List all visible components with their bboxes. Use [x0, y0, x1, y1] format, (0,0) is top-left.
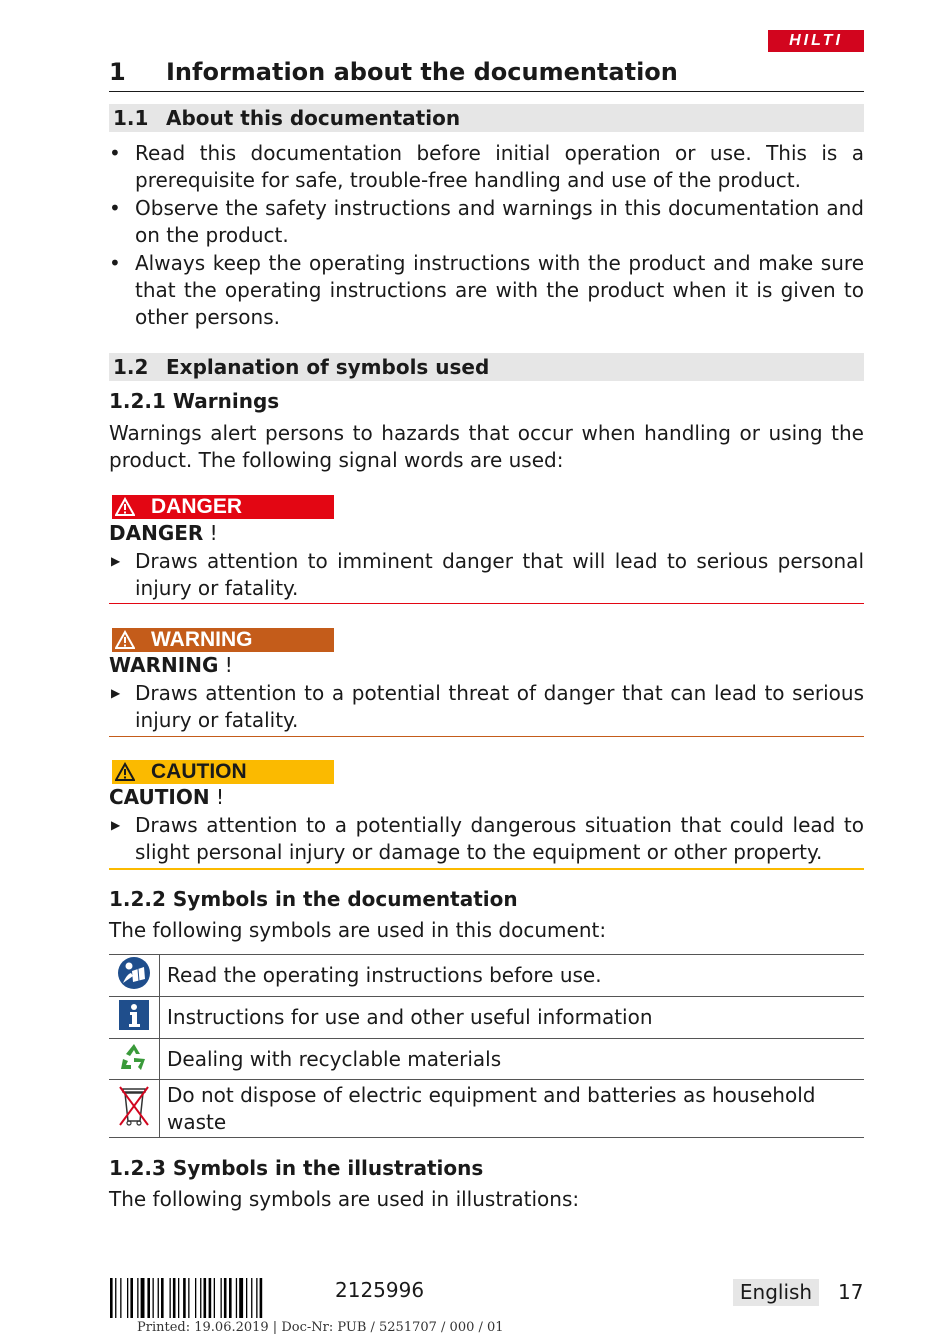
signal-description — [109, 812, 864, 866]
print-info: Printed: 19.06.2019 | Doc-Nr: PUB / 5251707 / 000 / 01 — [137, 1320, 504, 1335]
signal-label-text: CAUTION — [151, 760, 247, 783]
signal-description — [109, 680, 864, 734]
signal-exclaim: ! — [209, 785, 224, 809]
warning-triangle-icon — [115, 497, 135, 517]
signal-divider — [109, 603, 864, 604]
barcode — [110, 1278, 316, 1322]
symbol-description: Do not dispose of electric equipment and batteries as household waste — [160, 1080, 865, 1138]
section-number: 1.1 — [113, 106, 149, 130]
symbol-description: Dealing with recyclable materials — [160, 1039, 865, 1080]
warning-triangle-icon — [115, 762, 135, 782]
subsection-heading-warnings: 1.2.1 Warnings — [109, 389, 280, 413]
section-heading-1-2 — [109, 353, 864, 381]
signal-word — [109, 653, 233, 677]
signal-word — [109, 521, 218, 545]
page-number: 17 — [838, 1280, 864, 1304]
table-row — [109, 997, 864, 1039]
symbol-cell — [109, 997, 160, 1039]
signal-label-text: WARNING — [151, 628, 253, 651]
arrow-right-icon: ▶ — [111, 686, 121, 700]
info-icon — [118, 999, 150, 1031]
language-badge: English — [733, 1279, 819, 1306]
symbol-description: Instructions for use and other useful information — [160, 997, 865, 1039]
danger-signal-label — [112, 495, 334, 519]
recycle-icon — [117, 1041, 151, 1073]
signal-word — [109, 785, 224, 809]
signal-divider — [109, 736, 864, 737]
symbol-cell — [109, 1039, 160, 1080]
signal-word-text: CAUTION — [109, 785, 210, 809]
symbol-cell — [109, 1080, 160, 1138]
caution-signal-label — [112, 760, 334, 784]
symbols-table — [109, 954, 864, 1138]
subsection-heading-symbols-doc: 1.2.2 Symbols in the documentation — [109, 887, 518, 911]
bullet-text: Observe the safety instructions and warnings in this documentation and on the product. — [135, 196, 864, 247]
symbol-description: Read the operating instructions before use. — [160, 955, 865, 997]
signal-divider — [109, 868, 864, 870]
signal-description-text: Draws attention to imminent danger that will lead to serious personal injury or fatality. — [135, 549, 864, 600]
bullet-item — [109, 195, 864, 249]
bullet-item — [109, 250, 864, 331]
bullet-text: Always keep the operating instructions with the product and make sure that the operating instructions are with the product when it is given to other persons. — [135, 251, 864, 329]
subsection-heading-symbols-illustrations: 1.2.3 Symbols in the illustrations — [109, 1156, 484, 1180]
warnings-intro: Warnings alert persons to hazards that occur when handling or using the product. The following signal words are used: — [109, 421, 864, 472]
bullet-icon: • — [109, 141, 121, 165]
warning-signal-label — [112, 628, 334, 652]
symbols-illustrations-intro: The following symbols are used in illustrations: — [109, 1187, 580, 1211]
warning-triangle-icon — [115, 630, 135, 650]
hilti-logo: HILTI — [768, 30, 864, 52]
signal-word-text: WARNING — [109, 653, 219, 677]
table-row — [109, 1039, 864, 1080]
read-manual-icon — [117, 956, 151, 990]
bullet-icon: • — [109, 251, 121, 275]
section-number: 1.2 — [113, 355, 149, 379]
section-heading-1-1 — [109, 104, 864, 132]
barcode-number: 2125996 — [335, 1278, 425, 1302]
section-title: Explanation of symbols used — [166, 355, 490, 379]
table-row — [109, 955, 864, 997]
bullet-text: Read this documentation before initial operation or use. This is a prerequisite for safe, trouble-free handling and use of the product. — [135, 141, 864, 192]
chapter-heading — [109, 58, 864, 92]
chapter-number: 1 — [109, 58, 126, 86]
symbol-cell — [109, 955, 160, 997]
signal-word-text: DANGER — [109, 521, 204, 545]
signal-description-text: Draws attention to a potential threat of danger that can lead to serious injury or fatality. — [135, 681, 864, 732]
weee-bin-icon — [117, 1083, 151, 1129]
section-title: About this documentation — [166, 106, 461, 130]
signal-label-text: DANGER — [151, 495, 243, 518]
bullet-icon: • — [109, 196, 121, 220]
signal-exclaim: ! — [218, 653, 233, 677]
signal-description — [109, 548, 864, 602]
bullet-item — [109, 140, 864, 194]
table-row — [109, 1080, 864, 1138]
arrow-right-icon: ▶ — [111, 818, 121, 832]
chapter-title: Information about the documentation — [166, 58, 678, 86]
signal-exclaim: ! — [203, 521, 218, 545]
signal-description-text: Draws attention to a potentially dangerous situation that could lead to slight personal injury or damage to the equipment or other property. — [135, 813, 864, 864]
symbols-doc-intro: The following symbols are used in this document: — [109, 918, 607, 942]
arrow-right-icon: ▶ — [111, 554, 121, 568]
